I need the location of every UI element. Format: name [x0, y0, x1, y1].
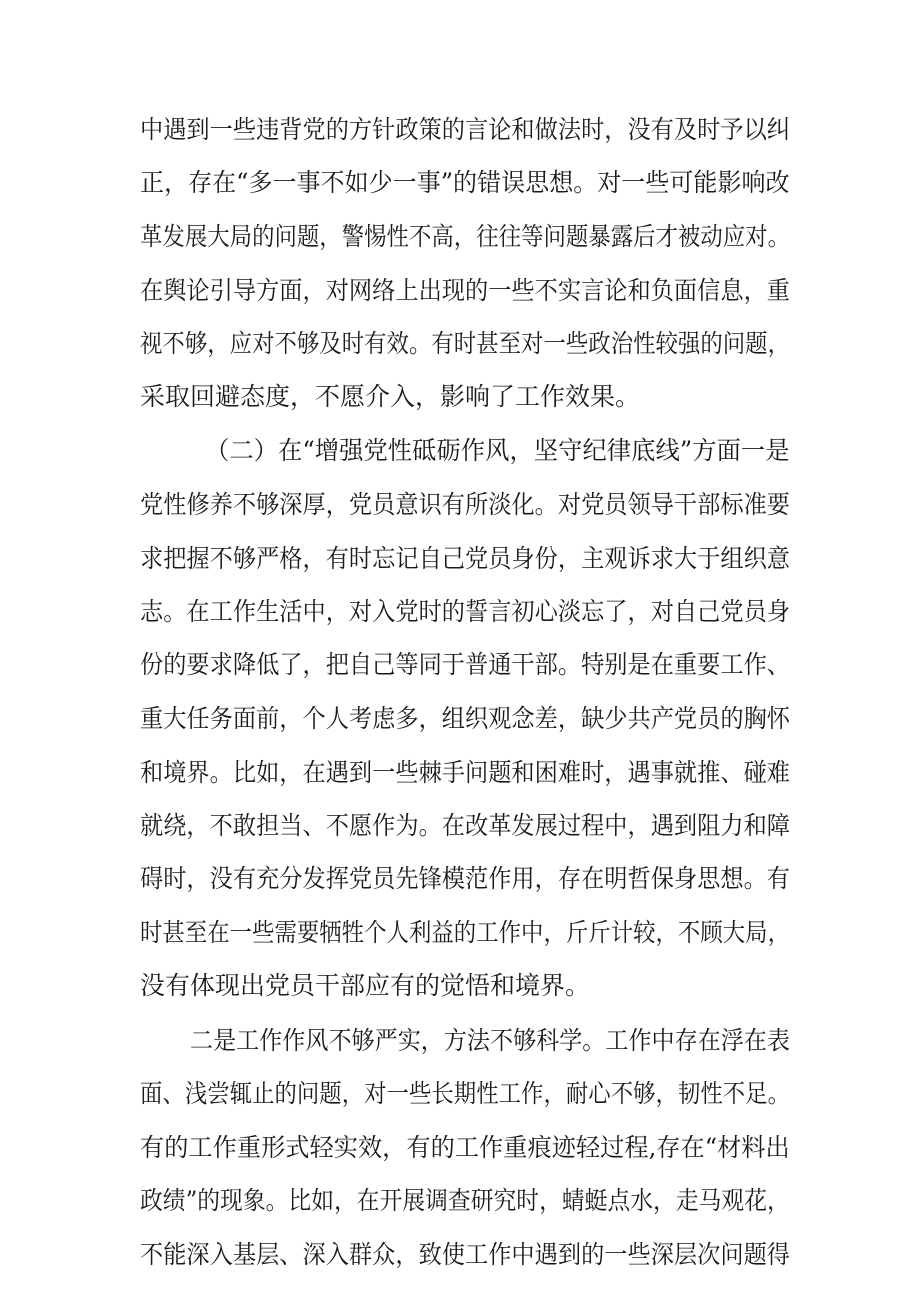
- paragraph-start-line: 二是工作作风不够严实，方法不够科学。工作中存在浮在表: [190, 1026, 791, 1055]
- text-line: 份的要求降低了，把自己等同于普通干部。特别是在重要工作、: [140, 650, 791, 679]
- text-line: 中遇到一些违背党的方针政策的言论和做法时，没有及时予以纠: [140, 115, 791, 144]
- text-line: 就绕，不敢担当、不愿作为。在改革发展过程中，遇到阻力和障: [140, 811, 791, 840]
- text-line: 采取回避态度，不愿介入，影响了工作效果。: [140, 382, 641, 411]
- text-line: 革发展大局的问题，警惕性不高，往往等问题暴露后才被动应对。: [140, 222, 791, 251]
- text-line: 在舆论引导方面，对网络上出现的一些不实言论和负面信息，重: [140, 276, 791, 305]
- text-line: 党性修养不够深厚，党员意识有所淡化。对党员领导干部标准要: [140, 490, 791, 519]
- text-line: 求把握不够严格，有时忘记自己党员身份，主观诉求大于组织意: [140, 544, 791, 573]
- text-line: 不能深入基层、深入群众，致使工作中遇到的一些深层次问题得: [140, 1240, 791, 1269]
- section-heading-line: （二）在“增强党性砥砺作风，坚守纪律底线”方面一是: [205, 436, 790, 465]
- text-line: 碍时，没有充分发挥党员先锋模范作用，存在明哲保身思想。有: [140, 864, 791, 893]
- text-line: 面、浅尝辄止的问题，对一些长期性工作，耐心不够，韧性不足。: [140, 1079, 791, 1108]
- text-line: 政绩”的现象。比如，在开展调查研究时，蜻蜓点水，走马观花，: [140, 1186, 790, 1215]
- text-line: 时甚至在一些需要牺牲个人利益的工作中，斤斤计较，不顾大局，: [140, 918, 791, 947]
- text-line: 志。在工作生活中，对入党时的誓言初心淡忘了，对自己党员身: [140, 597, 791, 626]
- text-line: 有的工作重形式轻实效，有的工作重痕迹轻过程,存在“材料出: [140, 1133, 790, 1162]
- text-line: 正，存在“多一事不如少一事”的错误思想。对一些可能影响改: [140, 168, 790, 197]
- text-line: 和境界。比如，在遇到一些棘手问题和困难时，遇事就推、碰难: [140, 758, 791, 787]
- text-line: 没有体现出党员干部应有的觉悟和境界。: [140, 971, 591, 1000]
- text-line: 视不够，应对不够及时有效。有时甚至对一些政治性较强的问题，: [140, 329, 791, 358]
- text-line: 重大任务面前，个人考虑多，组织观念差，缺少共产党员的胸怀: [140, 704, 791, 733]
